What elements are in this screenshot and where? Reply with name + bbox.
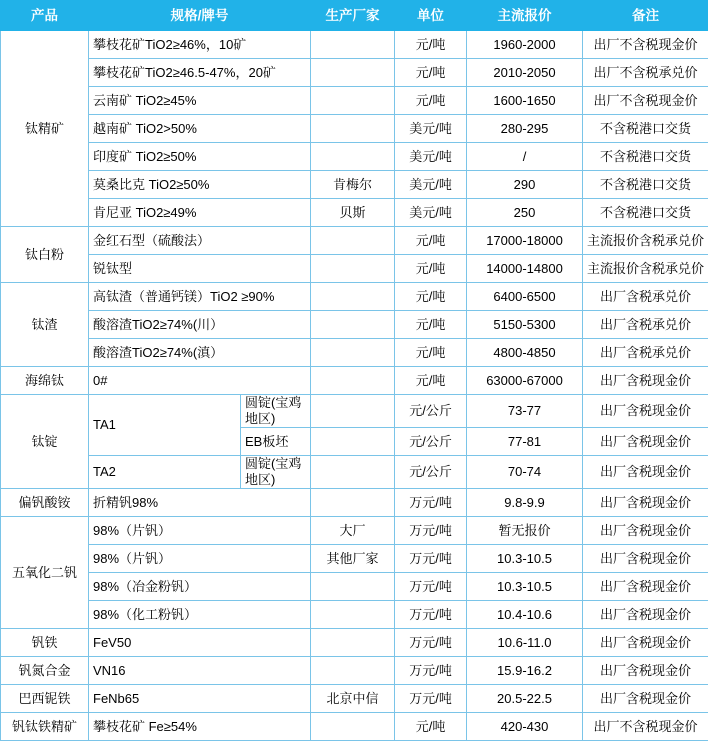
cell-price: 6400-6500 bbox=[467, 283, 583, 311]
cell-product: 巴西铌铁 bbox=[1, 685, 89, 713]
cell-spec: 98%（冶金粉钒） bbox=[89, 573, 311, 601]
cell-price: 4800-4850 bbox=[467, 339, 583, 367]
cell-price: / bbox=[467, 143, 583, 171]
cell-unit: 元/吨 bbox=[395, 87, 467, 115]
cell-price: 14000-14800 bbox=[467, 255, 583, 283]
cell-unit: 元/公斤 bbox=[395, 395, 467, 428]
cell-unit: 万元/吨 bbox=[395, 489, 467, 517]
cell-spec-sub: 圆锭(宝鸡地区) bbox=[241, 456, 311, 489]
cell-spec: TA2 bbox=[89, 456, 241, 489]
cell-manufacturer bbox=[311, 367, 395, 395]
cell-spec: 0# bbox=[89, 367, 311, 395]
cell-product: 钛锭 bbox=[1, 395, 89, 489]
cell-price: 暂无报价 bbox=[467, 517, 583, 545]
cell-manufacturer: 北京中信 bbox=[311, 685, 395, 713]
cell-unit: 元/吨 bbox=[395, 31, 467, 59]
cell-manufacturer bbox=[311, 573, 395, 601]
table-row bbox=[1, 171, 708, 199]
cell-spec-sub: EB板坯 bbox=[241, 428, 311, 456]
cell-note: 出厂含税现金价 bbox=[583, 685, 708, 713]
cell-spec: 锐钛型 bbox=[89, 255, 311, 283]
cell-unit: 万元/吨 bbox=[395, 517, 467, 545]
cell-manufacturer bbox=[311, 657, 395, 685]
table-row bbox=[1, 339, 708, 367]
cell-price: 5150-5300 bbox=[467, 311, 583, 339]
cell-product: 钛渣 bbox=[1, 283, 89, 367]
cell-note: 出厂含税承兑价 bbox=[583, 311, 708, 339]
cell-spec: 莫桑比克 TiO2≥50% bbox=[89, 171, 311, 199]
cell-spec-sub: 圆锭(宝鸡地区) bbox=[241, 395, 311, 428]
table-row bbox=[1, 573, 708, 601]
table-row bbox=[1, 629, 708, 657]
cell-product: 五氧化二钒 bbox=[1, 517, 89, 629]
cell-unit: 美元/吨 bbox=[395, 143, 467, 171]
cell-product: 钛精矿 bbox=[1, 31, 89, 227]
cell-spec: 98%（化工粉钒） bbox=[89, 601, 311, 629]
cell-unit: 元/吨 bbox=[395, 59, 467, 87]
cell-manufacturer bbox=[311, 283, 395, 311]
cell-note: 出厂含税现金价 bbox=[583, 517, 708, 545]
cell-manufacturer bbox=[311, 428, 395, 456]
cell-spec: VN16 bbox=[89, 657, 311, 685]
table-row bbox=[1, 545, 708, 573]
cell-note: 出厂含税现金价 bbox=[583, 573, 708, 601]
cell-price: 70-74 bbox=[467, 456, 583, 489]
cell-spec: 酸溶渣TiO2≥74%(川） bbox=[89, 311, 311, 339]
cell-manufacturer: 大厂 bbox=[311, 517, 395, 545]
cell-price: 10.4-10.6 bbox=[467, 601, 583, 629]
cell-manufacturer bbox=[311, 31, 395, 59]
table-row bbox=[1, 685, 708, 713]
cell-manufacturer: 肯梅尔 bbox=[311, 171, 395, 199]
cell-price: 73-77 bbox=[467, 395, 583, 428]
table-row bbox=[1, 87, 708, 115]
cell-spec: 酸溶渣TiO2≥74%(滇） bbox=[89, 339, 311, 367]
table-row bbox=[1, 517, 708, 545]
cell-unit: 元/吨 bbox=[395, 283, 467, 311]
cell-price: 9.8-9.9 bbox=[467, 489, 583, 517]
cell-unit: 元/公斤 bbox=[395, 456, 467, 489]
cell-product: 钒氮合金 bbox=[1, 657, 89, 685]
cell-price: 250 bbox=[467, 199, 583, 227]
cell-manufacturer bbox=[311, 255, 395, 283]
cell-note: 出厂含税现金价 bbox=[583, 545, 708, 573]
table-row bbox=[1, 31, 708, 59]
cell-unit: 美元/吨 bbox=[395, 171, 467, 199]
cell-unit: 万元/吨 bbox=[395, 657, 467, 685]
cell-manufacturer bbox=[311, 713, 395, 741]
table-body bbox=[1, 31, 708, 741]
cell-price: 1960-2000 bbox=[467, 31, 583, 59]
cell-unit: 万元/吨 bbox=[395, 573, 467, 601]
cell-manufacturer bbox=[311, 489, 395, 517]
cell-price: 1600-1650 bbox=[467, 87, 583, 115]
cell-spec: 98%（片钒） bbox=[89, 545, 311, 573]
cell-note: 出厂含税现金价 bbox=[583, 601, 708, 629]
cell-manufacturer bbox=[311, 87, 395, 115]
cell-price: 420-430 bbox=[467, 713, 583, 741]
cell-manufacturer bbox=[311, 601, 395, 629]
cell-price: 290 bbox=[467, 171, 583, 199]
cell-spec: 98%（片钒） bbox=[89, 517, 311, 545]
cell-note: 出厂含税现金价 bbox=[583, 629, 708, 657]
cell-spec: 折精钒98% bbox=[89, 489, 311, 517]
cell-note: 出厂不含税现金价 bbox=[583, 87, 708, 115]
cell-note: 出厂含税承兑价 bbox=[583, 339, 708, 367]
table-row bbox=[1, 456, 708, 489]
cell-price: 20.5-22.5 bbox=[467, 685, 583, 713]
cell-manufacturer bbox=[311, 339, 395, 367]
cell-spec: 肯尼亚 TiO2≥49% bbox=[89, 199, 311, 227]
cell-price: 77-81 bbox=[467, 428, 583, 456]
table-row bbox=[1, 657, 708, 685]
cell-manufacturer bbox=[311, 143, 395, 171]
table-row bbox=[1, 199, 708, 227]
table-row bbox=[1, 115, 708, 143]
table-row bbox=[1, 143, 708, 171]
cell-price: 10.3-10.5 bbox=[467, 573, 583, 601]
table-row bbox=[1, 311, 708, 339]
cell-manufacturer bbox=[311, 115, 395, 143]
cell-note: 出厂含税现金价 bbox=[583, 428, 708, 456]
cell-spec: 攀枝花矿TiO2≥46%，10矿 bbox=[89, 31, 311, 59]
table-row bbox=[1, 395, 708, 428]
table-row bbox=[1, 227, 708, 255]
cell-manufacturer bbox=[311, 395, 395, 428]
header-cell-product: 产品 bbox=[1, 1, 89, 31]
cell-manufacturer: 其他厂家 bbox=[311, 545, 395, 573]
table-row bbox=[1, 713, 708, 741]
cell-spec: TA1 bbox=[89, 395, 241, 456]
cell-manufacturer bbox=[311, 227, 395, 255]
cell-unit: 万元/吨 bbox=[395, 601, 467, 629]
cell-spec: 印度矿 TiO2≥50% bbox=[89, 143, 311, 171]
cell-note: 出厂含税现金价 bbox=[583, 456, 708, 489]
cell-unit: 元/吨 bbox=[395, 255, 467, 283]
header-cell-manufacturer: 生产厂家 bbox=[311, 1, 395, 31]
cell-unit: 元/吨 bbox=[395, 227, 467, 255]
cell-unit: 万元/吨 bbox=[395, 685, 467, 713]
cell-spec: FeV50 bbox=[89, 629, 311, 657]
cell-note: 主流报价含税承兑价 bbox=[583, 255, 708, 283]
header-cell-note: 备注 bbox=[583, 1, 708, 31]
cell-manufacturer bbox=[311, 456, 395, 489]
cell-manufacturer bbox=[311, 629, 395, 657]
cell-spec: 攀枝花矿TiO2≥46.5-47%，20矿 bbox=[89, 59, 311, 87]
table-row bbox=[1, 489, 708, 517]
cell-price: 10.3-10.5 bbox=[467, 545, 583, 573]
cell-note: 出厂含税现金价 bbox=[583, 367, 708, 395]
cell-unit: 元/公斤 bbox=[395, 428, 467, 456]
cell-note: 出厂不含税现金价 bbox=[583, 31, 708, 59]
cell-note: 出厂含税现金价 bbox=[583, 657, 708, 685]
table-row bbox=[1, 59, 708, 87]
cell-spec: 金红石型（硫酸法） bbox=[89, 227, 311, 255]
cell-note: 出厂含税现金价 bbox=[583, 395, 708, 428]
cell-unit: 元/吨 bbox=[395, 713, 467, 741]
cell-product: 钒钛铁精矿 bbox=[1, 713, 89, 741]
cell-price: 15.9-16.2 bbox=[467, 657, 583, 685]
cell-price: 17000-18000 bbox=[467, 227, 583, 255]
cell-unit: 元/吨 bbox=[395, 367, 467, 395]
cell-price: 280-295 bbox=[467, 115, 583, 143]
cell-manufacturer: 贝斯 bbox=[311, 199, 395, 227]
cell-spec: 越南矿 TiO2>50% bbox=[89, 115, 311, 143]
table-row bbox=[1, 601, 708, 629]
cell-unit: 万元/吨 bbox=[395, 629, 467, 657]
cell-note: 不含税港口交货 bbox=[583, 171, 708, 199]
cell-note: 不含税港口交货 bbox=[583, 115, 708, 143]
cell-note: 出厂含税承兑价 bbox=[583, 283, 708, 311]
cell-price: 10.6-11.0 bbox=[467, 629, 583, 657]
cell-unit: 万元/吨 bbox=[395, 545, 467, 573]
cell-manufacturer bbox=[311, 59, 395, 87]
cell-price: 2010-2050 bbox=[467, 59, 583, 87]
cell-product: 钛白粉 bbox=[1, 227, 89, 283]
cell-product: 偏钒酸铵 bbox=[1, 489, 89, 517]
header-cell-unit: 单位 bbox=[395, 1, 467, 31]
cell-note: 出厂不含税承兑价 bbox=[583, 59, 708, 87]
cell-spec: 云南矿 TiO2≥45% bbox=[89, 87, 311, 115]
cell-note: 不含税港口交货 bbox=[583, 199, 708, 227]
cell-unit: 元/吨 bbox=[395, 339, 467, 367]
header-cell-price: 主流报价 bbox=[467, 1, 583, 31]
cell-product: 钒铁 bbox=[1, 629, 89, 657]
cell-unit: 美元/吨 bbox=[395, 199, 467, 227]
table-row bbox=[1, 367, 708, 395]
header-cell-spec: 规格/牌号 bbox=[89, 1, 311, 31]
cell-unit: 美元/吨 bbox=[395, 115, 467, 143]
cell-note: 不含税港口交货 bbox=[583, 143, 708, 171]
table-row bbox=[1, 255, 708, 283]
table-row bbox=[1, 283, 708, 311]
cell-note: 出厂不含税现金价 bbox=[583, 713, 708, 741]
cell-product: 海绵钛 bbox=[1, 367, 89, 395]
header-row bbox=[1, 1, 708, 31]
cell-spec: 高钛渣（普通钙镁）TiO2 ≥90% bbox=[89, 283, 311, 311]
cell-price: 63000-67000 bbox=[467, 367, 583, 395]
table-header bbox=[1, 1, 708, 31]
cell-note: 出厂含税现金价 bbox=[583, 489, 708, 517]
cell-spec: FeNb65 bbox=[89, 685, 311, 713]
cell-manufacturer bbox=[311, 311, 395, 339]
cell-unit: 元/吨 bbox=[395, 311, 467, 339]
cell-spec: 攀枝花矿 Fe≥54% bbox=[89, 713, 311, 741]
cell-note: 主流报价含税承兑价 bbox=[583, 227, 708, 255]
